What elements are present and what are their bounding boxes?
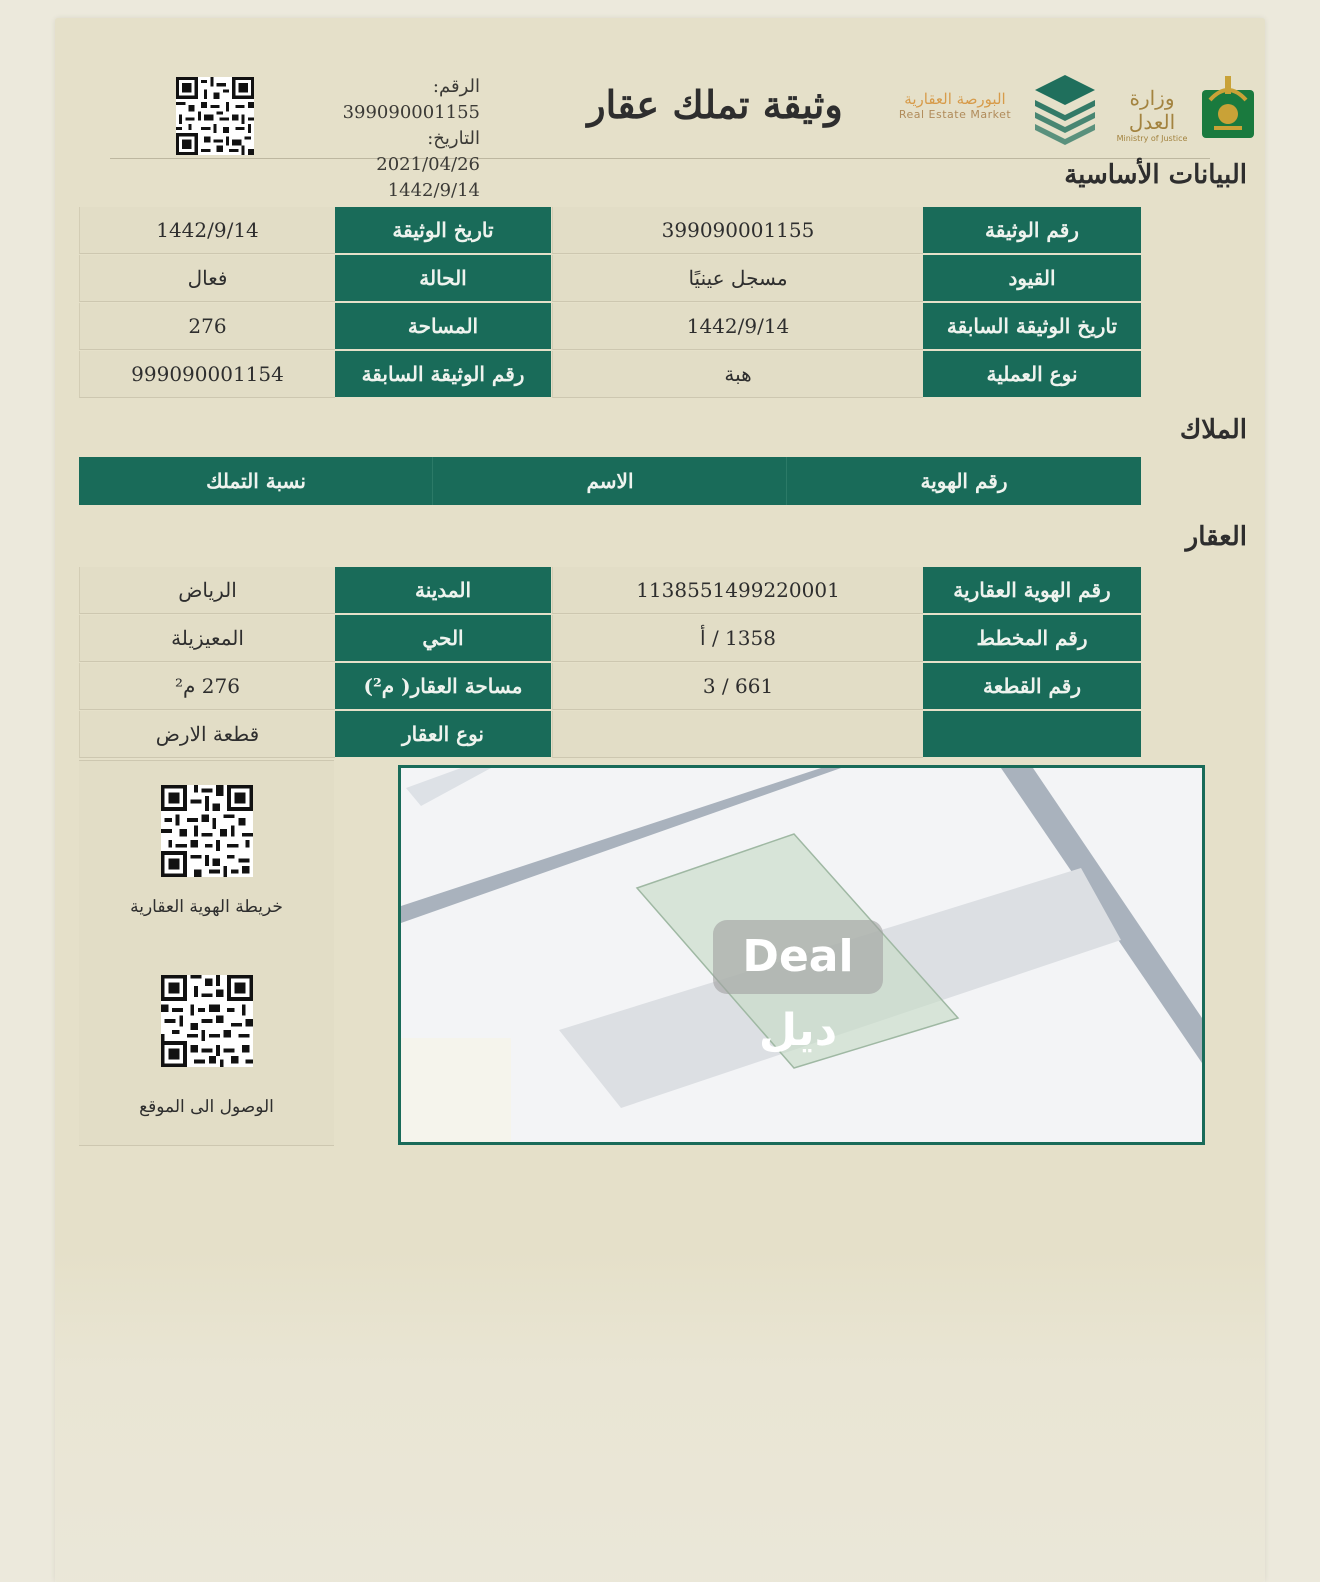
value-city: الرياض	[79, 567, 335, 614]
value-previous-document-number: 999090001154	[79, 351, 335, 398]
owners-table-header	[79, 457, 1141, 505]
document-meta	[330, 74, 480, 204]
label-empty	[923, 711, 1141, 759]
table-row	[79, 615, 1141, 663]
label-restrictions: القيود	[923, 255, 1141, 303]
label-plot-number: رقم القطعة	[923, 663, 1141, 711]
column-ownership-share: نسبة التملك	[206, 469, 306, 493]
table-row	[79, 351, 1141, 399]
date-value: 2021/04/26	[376, 154, 480, 175]
moj-logo-ar: وزارة العدل	[1128, 86, 1176, 134]
header-qr-code[interactable]	[176, 77, 254, 155]
qr-location-label: الوصول الى الموقع	[139, 1097, 274, 1117]
column-id-number: رقم الهوية	[786, 457, 1141, 505]
value-property-type: قطعة الارض	[79, 711, 335, 758]
label-previous-document-date: تاريخ الوثيقة السابقة	[923, 303, 1141, 351]
label-transaction-type: نوع العملية	[923, 351, 1141, 399]
label-property-type: نوع العقار	[335, 711, 551, 759]
table-row	[79, 567, 1141, 615]
qr-map-label: خريطة الهوية العقارية	[130, 897, 283, 917]
label-plan-number: رقم المخطط	[923, 615, 1141, 663]
hijri-date: 1442/9/14	[387, 180, 480, 201]
date-label: التاريخ:	[427, 128, 480, 149]
label-previous-document-number: رقم الوثيقة السابقة	[335, 351, 551, 399]
location-qr-code[interactable]	[161, 975, 253, 1067]
value-area: 276	[79, 303, 335, 350]
table-row	[79, 255, 1141, 303]
rem-logo-ar: البورصة العقارية	[904, 90, 1006, 108]
layers-logo-icon	[1030, 70, 1100, 150]
section-title-owners: الملاك	[1179, 415, 1247, 445]
table-row	[79, 303, 1141, 351]
number-label: الرقم:	[432, 76, 480, 97]
table-row	[79, 711, 1141, 759]
label-property-area: مساحة العقار( م²)	[335, 663, 551, 711]
value-empty	[552, 711, 923, 758]
property-qr-column	[79, 760, 334, 1146]
value-document-date: 1442/9/14	[79, 207, 335, 254]
value-restrictions: مسجل عينيًا	[552, 255, 923, 302]
label-document-number: رقم الوثيقة	[923, 207, 1141, 255]
qr-code-icon	[161, 975, 253, 1067]
table-row	[79, 663, 1141, 711]
watermark-badge: Deal دیل	[713, 920, 883, 994]
label-property-id: رقم الهوية العقارية	[923, 567, 1141, 615]
section-title-basic: البيانات الأساسية	[1064, 160, 1247, 190]
qr-code-icon	[176, 77, 254, 155]
value-property-id: 1138551499220001	[552, 567, 923, 614]
label-district: الحي	[335, 615, 551, 663]
label-city: المدينة	[335, 567, 551, 615]
value-document-number: 399090001155	[552, 207, 923, 254]
column-name: الاسم	[432, 457, 787, 505]
value-property-area: 276 م²	[79, 663, 335, 710]
saudi-emblem-icon	[1200, 70, 1256, 140]
label-status: الحالة	[335, 255, 551, 303]
property-map[interactable]	[398, 765, 1205, 1145]
label-area: المساحة	[335, 303, 551, 351]
ministry-of-justice-logo	[1106, 86, 1198, 143]
moj-logo-en: Ministry of Justice	[1116, 134, 1188, 143]
property-map-qr-code[interactable]	[161, 785, 253, 877]
rem-logo-en: Real Estate Market	[898, 108, 1012, 121]
value-plot-number: 661 / 3	[552, 663, 923, 710]
real-estate-market-logo	[890, 90, 1020, 121]
value-transaction-type: هبة	[552, 351, 923, 398]
value-plan-number: 1358 / أ	[552, 615, 923, 662]
value-status: فعال	[79, 255, 335, 302]
value-district: المعيزيلة	[79, 615, 335, 662]
number-value: 399090001155	[342, 102, 480, 123]
qr-code-icon	[161, 785, 253, 877]
page-title: وثيقة تملك عقار	[587, 82, 843, 127]
bottom-fade	[55, 1252, 1265, 1582]
section-title-property: العقار	[1185, 522, 1247, 552]
value-previous-document-date: 1442/9/14	[552, 303, 923, 350]
label-document-date: تاريخ الوثيقة	[335, 207, 551, 255]
table-row	[79, 207, 1141, 255]
